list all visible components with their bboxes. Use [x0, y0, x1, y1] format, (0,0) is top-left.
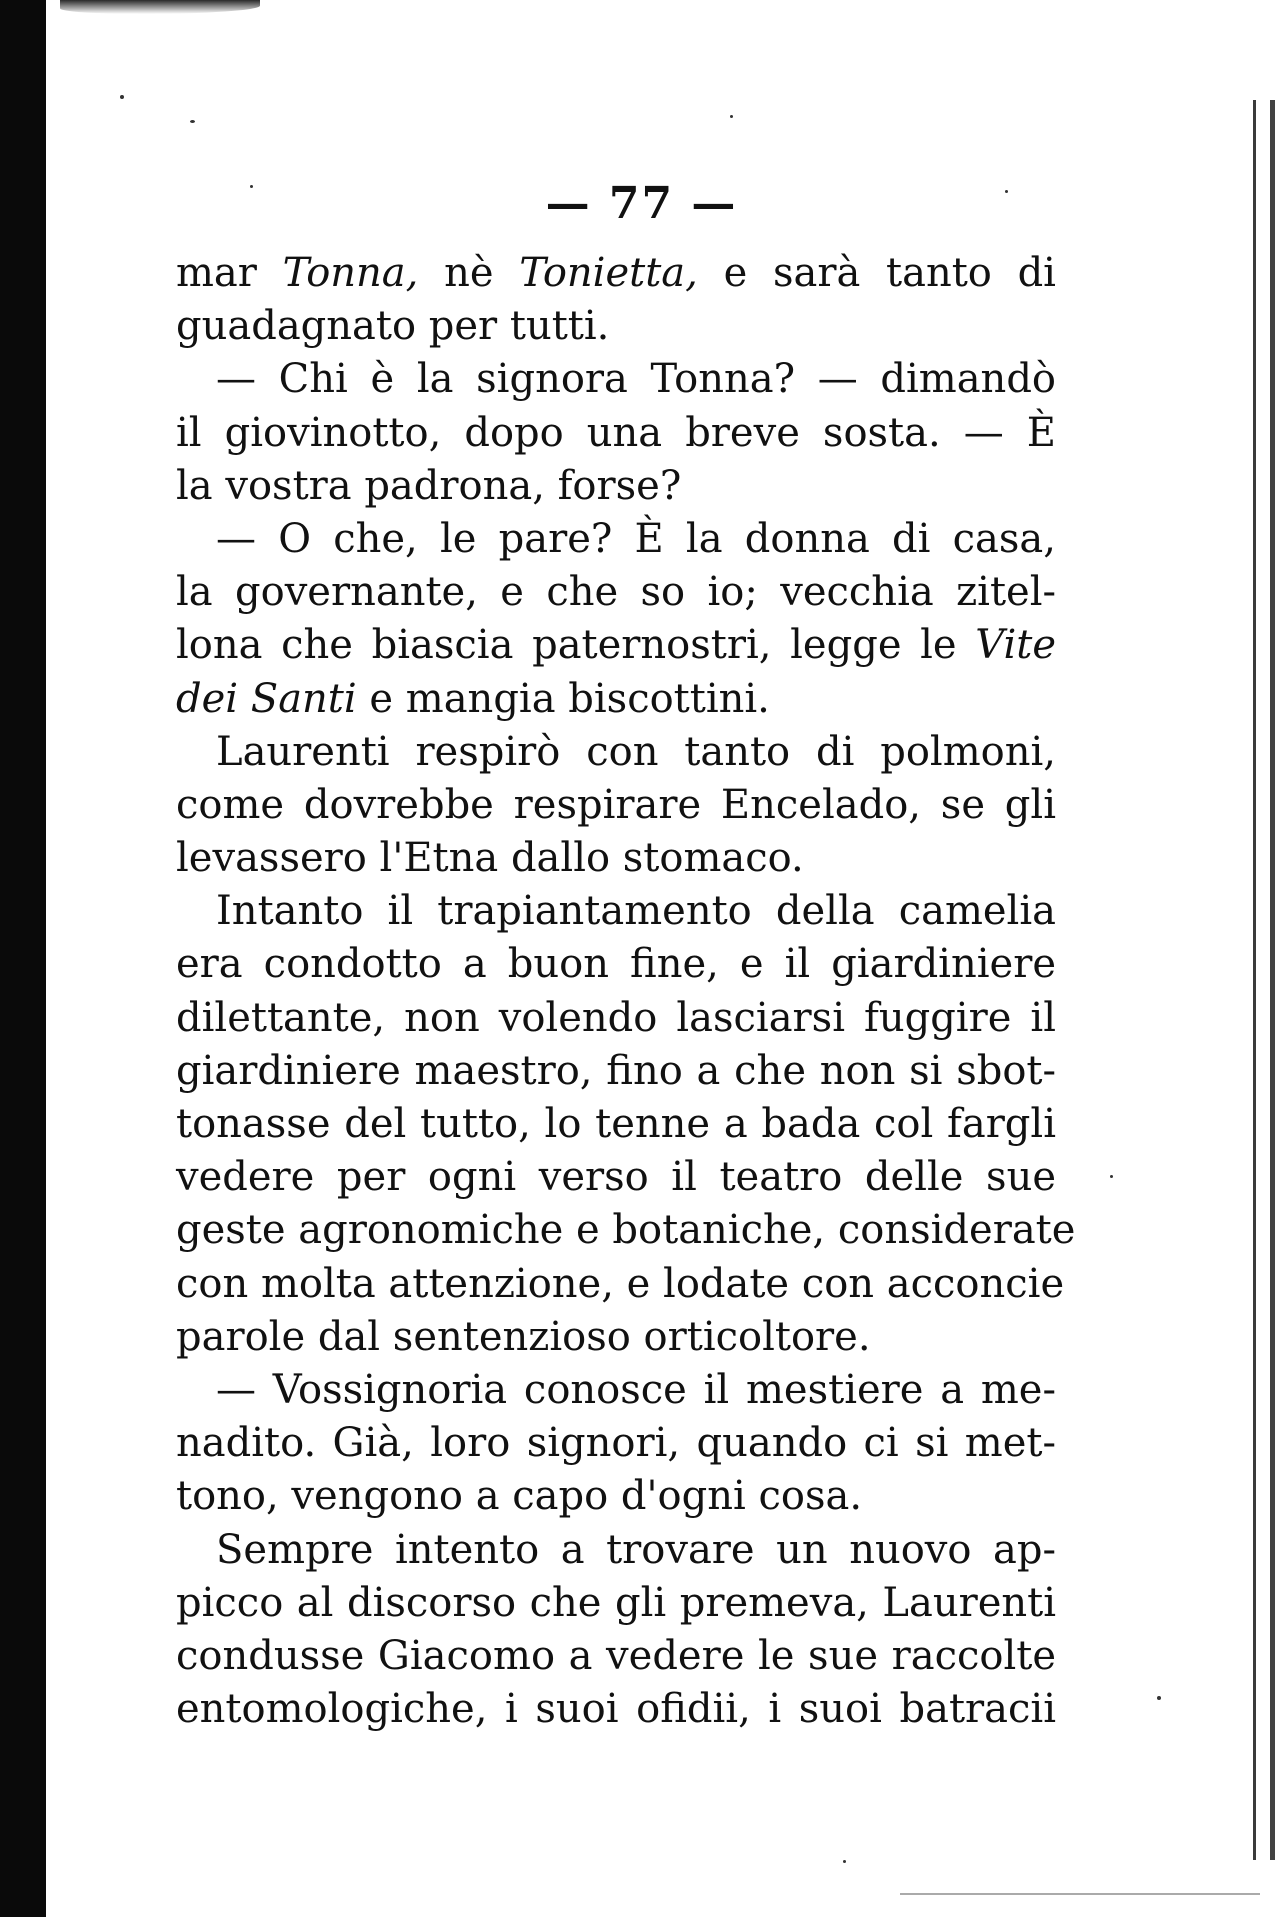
text-segment: geste agronomiche e botaniche, considerate	[176, 1207, 1076, 1254]
text-segment: nè	[418, 250, 520, 296]
text-line	[176, 726, 1056, 779]
page-body-text	[176, 247, 1076, 1736]
text-line	[176, 673, 1056, 726]
text-line	[176, 460, 1056, 513]
scan-speck	[1157, 1696, 1161, 1700]
text-segment: mar	[176, 250, 283, 296]
text-line	[176, 353, 1056, 406]
italic-text: Tonna,	[282, 250, 419, 296]
text-segment: — Chi è la signora Tonna? — dimandò	[216, 356, 1056, 403]
scan-top-smudge	[60, 0, 260, 14]
scan-bottom-line	[900, 1893, 1260, 1895]
text-line	[176, 938, 1056, 991]
text-segment: Sempre intento a trovare un nuovo ap-	[216, 1526, 1056, 1573]
text-segment: con molta attenzione, e lodate con acconcie	[176, 1260, 1065, 1307]
text-segment: Intanto il trapiantamento della camelia	[216, 888, 1056, 935]
text-segment: giardiniere maestro, fino a che non si sbot-	[176, 1047, 1056, 1094]
text-segment: condusse Giacomo a vedere le sue raccolte	[176, 1632, 1056, 1679]
text-segment: il giovinotto, dopo una breve sosta. — È	[176, 409, 1056, 456]
text-line	[176, 247, 1056, 300]
text-segment: picco al discorso che gli premeva, Laurenti	[176, 1579, 1056, 1626]
text-segment: come dovrebbe respirare Encelado, se gli	[176, 781, 1056, 828]
text-segment: la governante, e che so io; vecchia zitel-	[176, 569, 1056, 616]
text-segment: e mangia biscottini.	[356, 675, 770, 722]
text-line	[176, 832, 1056, 885]
text-segment: la vostra padrona, forse?	[176, 462, 682, 509]
text-line	[176, 1630, 1056, 1683]
scan-speck	[1110, 1175, 1113, 1178]
scan-speck	[730, 115, 733, 118]
text-line	[176, 407, 1056, 460]
italic-text: dei Santi	[176, 675, 357, 722]
text-segment: entomologiche, i suoi ofidii, i suoi batracii	[176, 1686, 1056, 1733]
text-line	[176, 1364, 1056, 1417]
text-segment: era condotto a buon fine, e il giardiniere	[176, 941, 1056, 988]
text-line	[176, 300, 1056, 353]
italic-text: Tonietta,	[519, 250, 698, 296]
text-line	[176, 1577, 1056, 1630]
text-segment: levassero l'Etna dallo stomaco.	[176, 835, 804, 882]
scan-right-edge	[1253, 100, 1275, 1860]
text-line	[176, 1258, 1065, 1311]
text-segment: nadito. Già, loro signori, quando ci si met-	[176, 1420, 1056, 1467]
text-line	[176, 885, 1056, 938]
text-segment: dilettante, non volendo lasciarsi fuggire il	[176, 994, 1056, 1041]
text-segment: — O che, le pare? È la donna di casa,	[216, 515, 1056, 562]
text-line	[176, 513, 1056, 566]
text-segment: parole dal sentenzioso orticoltore.	[176, 1313, 871, 1360]
text-line	[176, 1098, 1056, 1151]
scan-speck	[843, 1860, 846, 1863]
text-line	[176, 1204, 1076, 1257]
text-line	[176, 1417, 1056, 1470]
text-segment: guadagnato per tutti.	[176, 303, 610, 350]
text-line	[176, 566, 1056, 619]
text-segment: — Vossignoria conosce il mestiere a me-	[216, 1366, 1056, 1413]
text-line	[176, 1151, 1056, 1204]
text-segment: Laurenti respirò con tanto di polmoni,	[216, 728, 1056, 775]
text-line	[176, 1311, 1056, 1364]
text-line	[176, 1470, 1056, 1523]
text-line	[176, 779, 1056, 832]
text-segment: tono, vengono a capo d'ogni cosa.	[176, 1473, 863, 1520]
text-line	[176, 1524, 1056, 1577]
text-segment: tonasse del tutto, lo tenne a bada col fargli	[176, 1101, 1056, 1147]
page-number: — 77 —	[545, 178, 738, 229]
text-line	[176, 619, 1056, 672]
scan-speck	[120, 95, 124, 99]
scan-left-border	[0, 0, 46, 1917]
italic-text: Vite	[975, 622, 1056, 669]
scan-speck	[190, 120, 195, 123]
text-segment: lona che biascia paternostri, legge le	[176, 622, 976, 669]
text-line	[176, 992, 1056, 1045]
text-line	[176, 1683, 1056, 1736]
text-line	[176, 1045, 1056, 1098]
text-segment: vedere per ogni verso il teatro delle sue	[176, 1154, 1056, 1201]
text-segment: e sarà tanto di	[697, 250, 1056, 296]
